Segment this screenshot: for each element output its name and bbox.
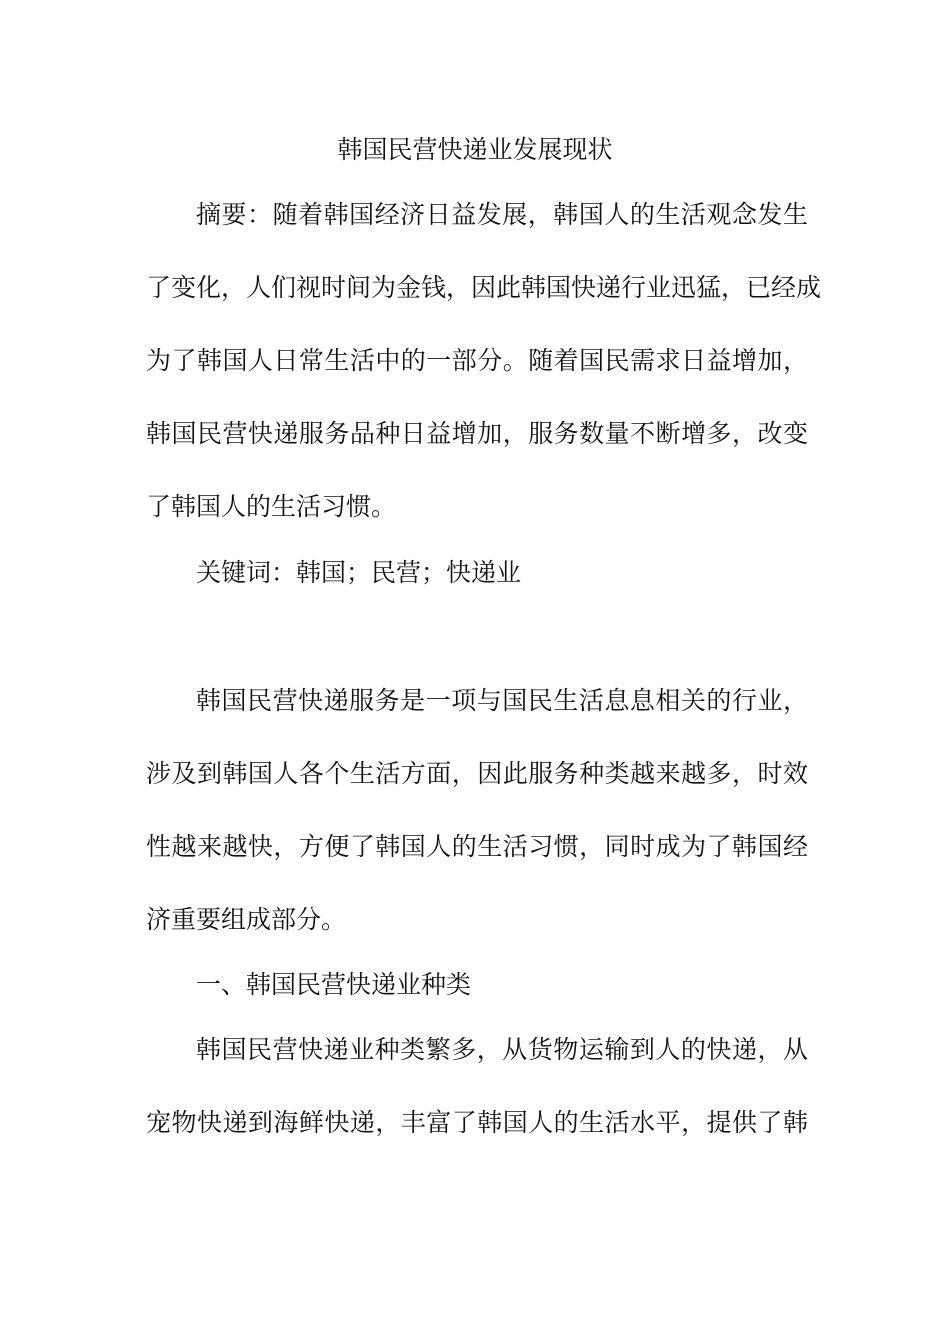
intro-line: 韩国民营快递服务是一项与国民生活息息相关的行业， [196, 686, 808, 715]
document-title: 韩国民营快递业发展现状 [337, 135, 613, 164]
intro-line: 涉及到韩国人各个生活方面，因此服务种类越来越多，时效 [146, 759, 808, 788]
abstract-line: 为了韩国人日常生活中的一部分。随着国民需求日益增加， [146, 346, 808, 375]
section-line: 韩国民营快递业种类繁多，从货物运输到人的快递，从 [196, 1035, 808, 1064]
abstract-line: 韩国民营快递服务品种日益增加，服务数量不断增多，改变 [146, 419, 808, 448]
abstract-line: 了变化，人们视时间为金钱，因此韩国快递行业迅猛，已经成 [146, 273, 822, 302]
keywords: 关键词：韩国；民营；快递业 [196, 558, 522, 587]
intro-line: 济重要组成部分。 [146, 905, 347, 934]
section-line: 宠物快递到海鲜快递，丰富了韩国人的生活水平，提供了韩 [146, 1108, 808, 1137]
section-heading: 一、韩国民营快递业种类 [196, 970, 472, 999]
abstract-line: 了韩国人的生活习惯。 [146, 492, 397, 521]
intro-line: 性越来越快，方便了韩国人的生活习惯，同时成为了韩国经 [146, 832, 808, 861]
abstract-line: 摘要：随着韩国经济日益发展，韩国人的生活观念发生 [196, 200, 808, 229]
